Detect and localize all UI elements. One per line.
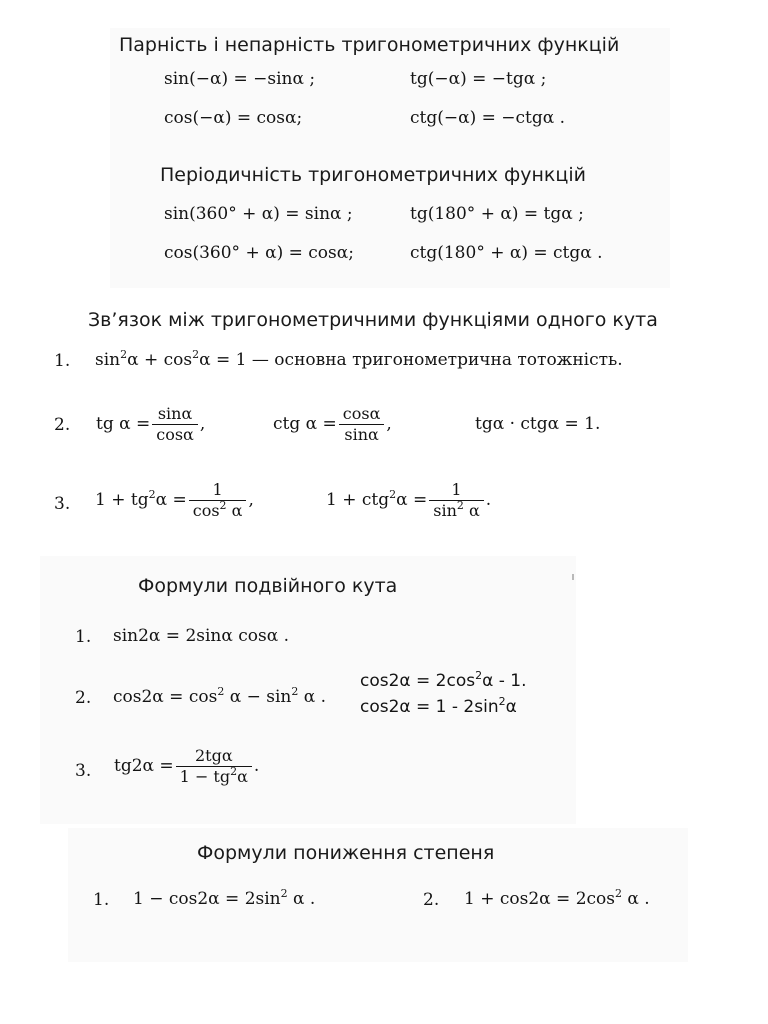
periodicity-cos-formula: cos(360° + α) = cosα; — [164, 243, 354, 263]
fraction: $\frac{1}{\cos^2 \alpha}$ — [189, 480, 247, 521]
tg-double-angle: tg2α = $\frac{\text{2tgα}}{1 - tg^2\alpha}$ . — [114, 746, 260, 786]
periodicity-tg-formula: tg(180° + α) = tgα ; — [410, 204, 584, 224]
parity-tg-formula: tg(−α) = −tgα ; — [410, 69, 547, 89]
tg-ctg-product: tgα · ctgα = 1. — [475, 414, 601, 434]
periodicity-sin-formula: sin(360° + α) = sinα ; — [164, 204, 353, 224]
fraction: $\frac{1}{\sin^2 \alpha}$ — [429, 480, 484, 521]
lowering-item-1-number: 1. — [93, 890, 110, 910]
tg-square-identity: $1 + tg^2\alpha$ = $\frac{1}{\cos^2 \alpha}$ , — [95, 480, 254, 520]
cos-double-angle: $\cos 2\alpha = \cos^2 \alpha - \sin^2 \alpha$ . — [113, 685, 327, 707]
cos-double-angle-alt-2: $\cos 2\alpha = 1 - 2\sin^2\alpha$ — [360, 695, 517, 717]
lowering-item-2-number: 2. — [423, 890, 440, 910]
relations-item-3-number: 3. — [54, 494, 71, 514]
tg-definition: tg α = $\frac{\sin\alpha}{\cos\alpha}$ , — [96, 404, 206, 444]
relations-item-2-number: 2. — [54, 415, 71, 435]
periodicity-title: Періодичність тригонометричних функцій — [160, 164, 586, 186]
cos-square-lowering: $1 + \cos 2\alpha = 2\cos^2$ α . — [464, 887, 650, 909]
sin-square-lowering: $1 - \cos 2\alpha = 2\sin^2$ α . — [133, 887, 316, 909]
double-item-2-number: 2. — [75, 688, 92, 708]
double-item-1-number: 1. — [75, 627, 92, 647]
sin-double-angle: sin2α = 2sinα cosα . — [113, 626, 290, 646]
parity-ctg-formula: ctg(−α) = −ctgα . — [410, 108, 566, 128]
parity-title: Парність і непарність тригонометричних функцій — [119, 34, 620, 56]
periodicity-ctg-formula: ctg(180° + α) = ctgα . — [410, 243, 603, 263]
pythagorean-identity: $\sin^2\alpha + \cos^2\alpha = 1$ — основна тригонометрична тотожність. — [95, 348, 623, 370]
double-item-3-number: 3. — [75, 761, 92, 781]
double-angle-title: Формули подвійного кута — [138, 575, 398, 597]
fraction: $\frac{\text{2tgα}}{1 - tg^2\alpha}$ — [176, 746, 252, 787]
fraction: $\frac{\cos\alpha}{\sin\alpha}$ — [339, 404, 385, 445]
ctg-square-identity: 1 + ctg$^2$α = $\frac{1}{\sin^2 \alpha}$ . — [326, 480, 492, 520]
parity-sin-formula: sin(−α) = −sinα ; — [164, 69, 316, 89]
lowering-title: Формули пониження степеня — [197, 842, 495, 864]
relations-item-1-number: 1. — [54, 351, 71, 371]
cos-double-angle-alt-1: $\cos 2\alpha = 2\cos^2\alpha - 1$. — [360, 669, 527, 691]
scan-edge-mark — [572, 574, 574, 580]
parity-cos-formula: cos(−α) = cosα; — [164, 108, 303, 128]
ctg-definition: ctg α = $\frac{\cos\alpha}{\sin\alpha}$ , — [273, 404, 392, 444]
relations-title: Зв’язок між тригонометричними функціями одного кута — [88, 309, 658, 331]
fraction: $\frac{\sin\alpha}{\cos\alpha}$ — [152, 404, 198, 445]
